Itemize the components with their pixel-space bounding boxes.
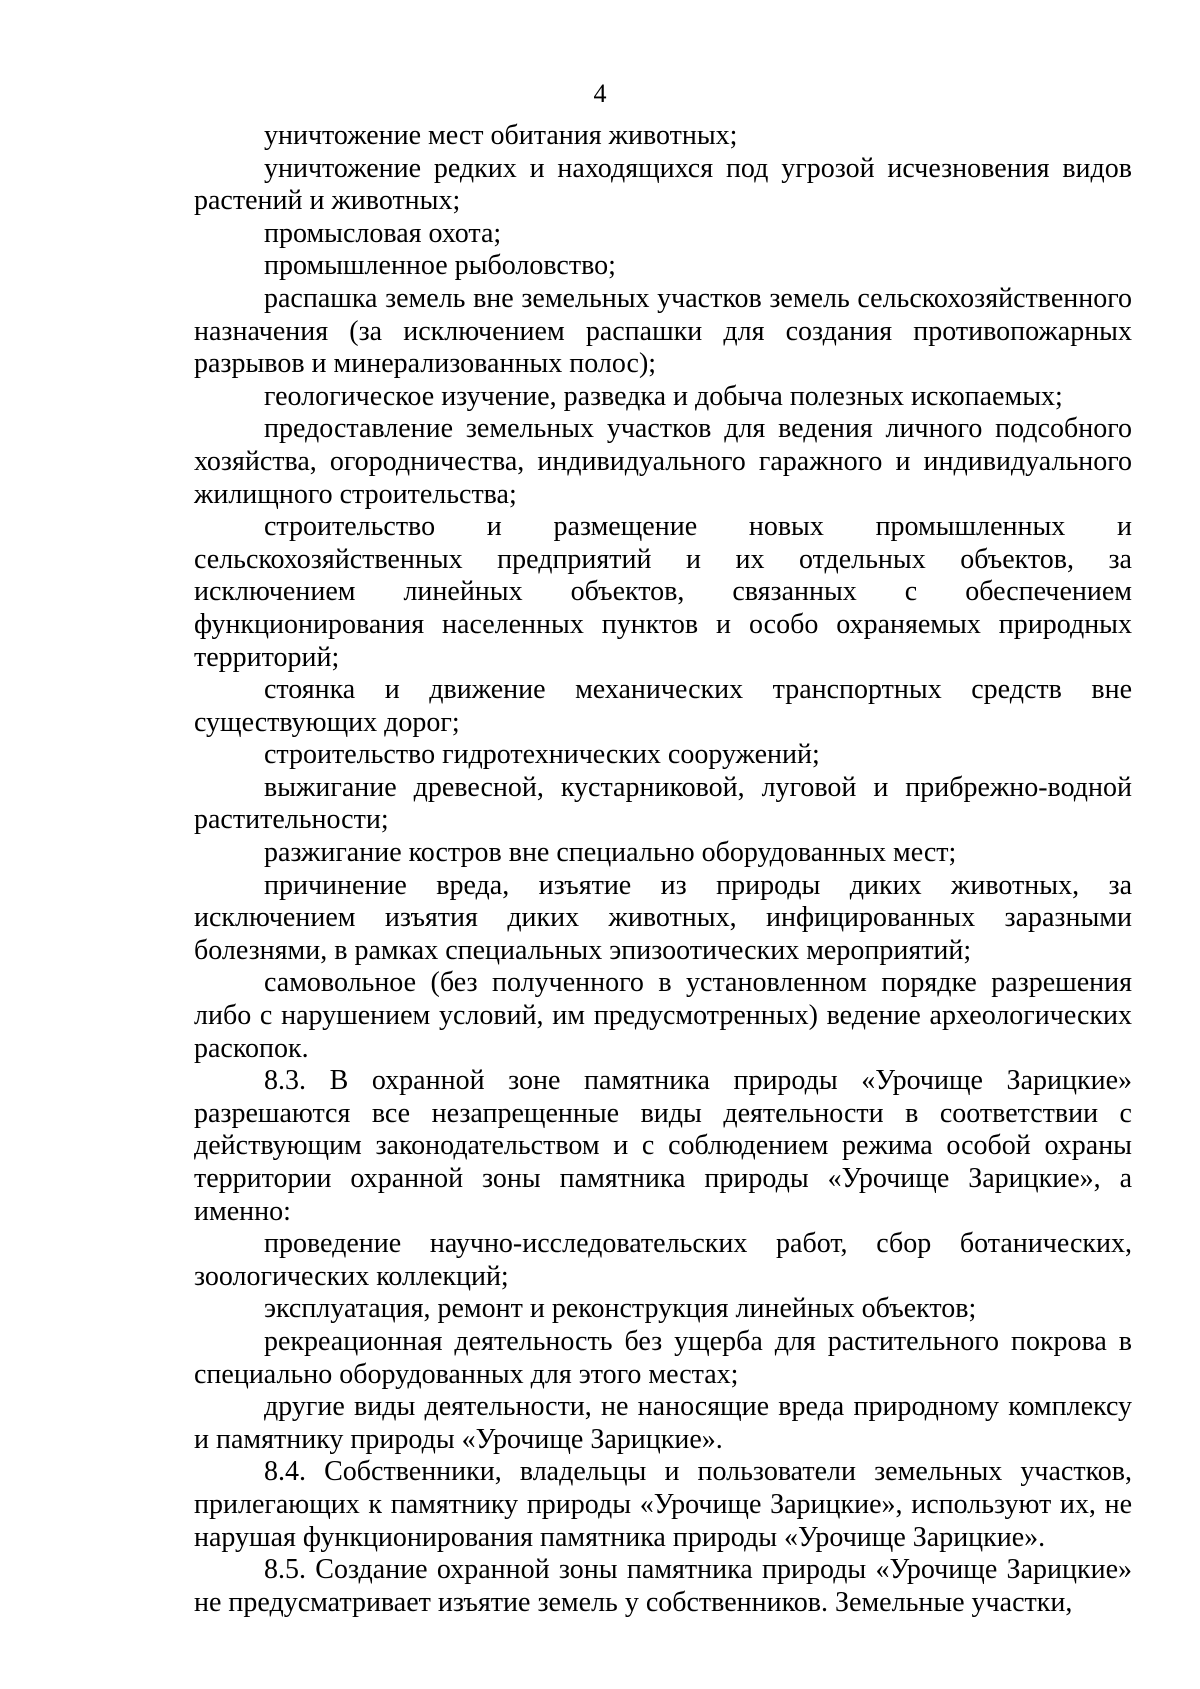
paragraph: причинение вреда, изъятие из природы диких животных, за исключением изъятия диких животных, инфицированных заразными болезнями, в рамках специальных эпизоотических мероприятий;: [194, 869, 1132, 966]
section-paragraph-8-4: 8.4. Собственники, владельцы и пользователи земельных участков, прилегающих к памятнику природы «Урочище Зарицкие», используют их, не нарушая функционирования памятника природы «Урочище Зарицкие».: [194, 1456, 1132, 1553]
paragraph: выжигание древесной, кустарниковой, луговой и прибрежно-водной растительности;: [194, 771, 1132, 836]
section-paragraph-8-5: 8.5. Создание охранной зоны памятника природы «Урочище Зарицкие» не предусматривает изъятие земель у собственников. Земельные участки,: [194, 1554, 1132, 1618]
paragraph: предоставление земельных участков для ведения личного подсобного хозяйства, огородничества, индивидуального гаражного и индивидуального жилищного строительства;: [194, 413, 1132, 510]
paragraph: разжигание костров вне специально оборудованных мест;: [264, 837, 957, 869]
paragraph: уничтожение мест обитания животных;: [264, 120, 738, 151]
paragraph: проведение научно-исследовательских работ, сбор ботанических, зоологических коллекций;: [194, 1228, 1132, 1292]
paragraph: другие виды деятельности, не наносящие вреда природному комплексу и памятнику природы «Урочище Зарицкие».: [194, 1391, 1132, 1455]
paragraph: промысловая охота;: [264, 217, 502, 249]
paragraph: стоянка и движение механических транспортных средств вне существующих дорог;: [194, 674, 1132, 738]
paragraph: промышленное рыболовство;: [264, 250, 616, 282]
page-number: 4: [593, 79, 607, 108]
paragraph: эксплуатация, ремонт и реконструкция линейных объектов;: [264, 1293, 977, 1325]
paragraph: самовольное (без полученного в установленном порядке разрешения либо с нарушением условий, им предусмотренных) ведение археологических раскопок.: [194, 967, 1132, 1064]
paragraph: уничтожение редких и находящихся под угрозой исчезновения видов растений и животных;: [194, 152, 1132, 217]
paragraph: рекреационная деятельность без ущерба для растительного покрова в специально оборудованных для этого местах;: [194, 1325, 1132, 1390]
paragraph: геологическое изучение, разведка и добыча полезных ископаемых;: [264, 380, 1063, 412]
section-paragraph-8-3: 8.3. В охранной зоне памятника природы «Урочище Зарицкие» разрешаются все незапрещенные виды деятельности в соответствии с действующим законодательством и с соблюдением режима особой охраны территории охранной зоны памятника природы «Урочище Зарицкие», а именно:: [194, 1065, 1132, 1227]
paragraph: распашка земель вне земельных участков земель сельскохозяйственного назначения (за исключением распашки для создания противопожарных разрывов и минерализованных полос);: [194, 282, 1132, 380]
paragraph: строительство и размещение новых промышленных и сельскохозяйственных предприятий и их отдельных объектов, за исключением линейных объектов, связанных с обеспечением функционирования населенных пунктов и особо охраняемых природных территорий;: [194, 511, 1132, 673]
document-body: [194, 120, 1132, 1619]
paragraph: строительство гидротехнических сооружений;: [264, 739, 820, 771]
